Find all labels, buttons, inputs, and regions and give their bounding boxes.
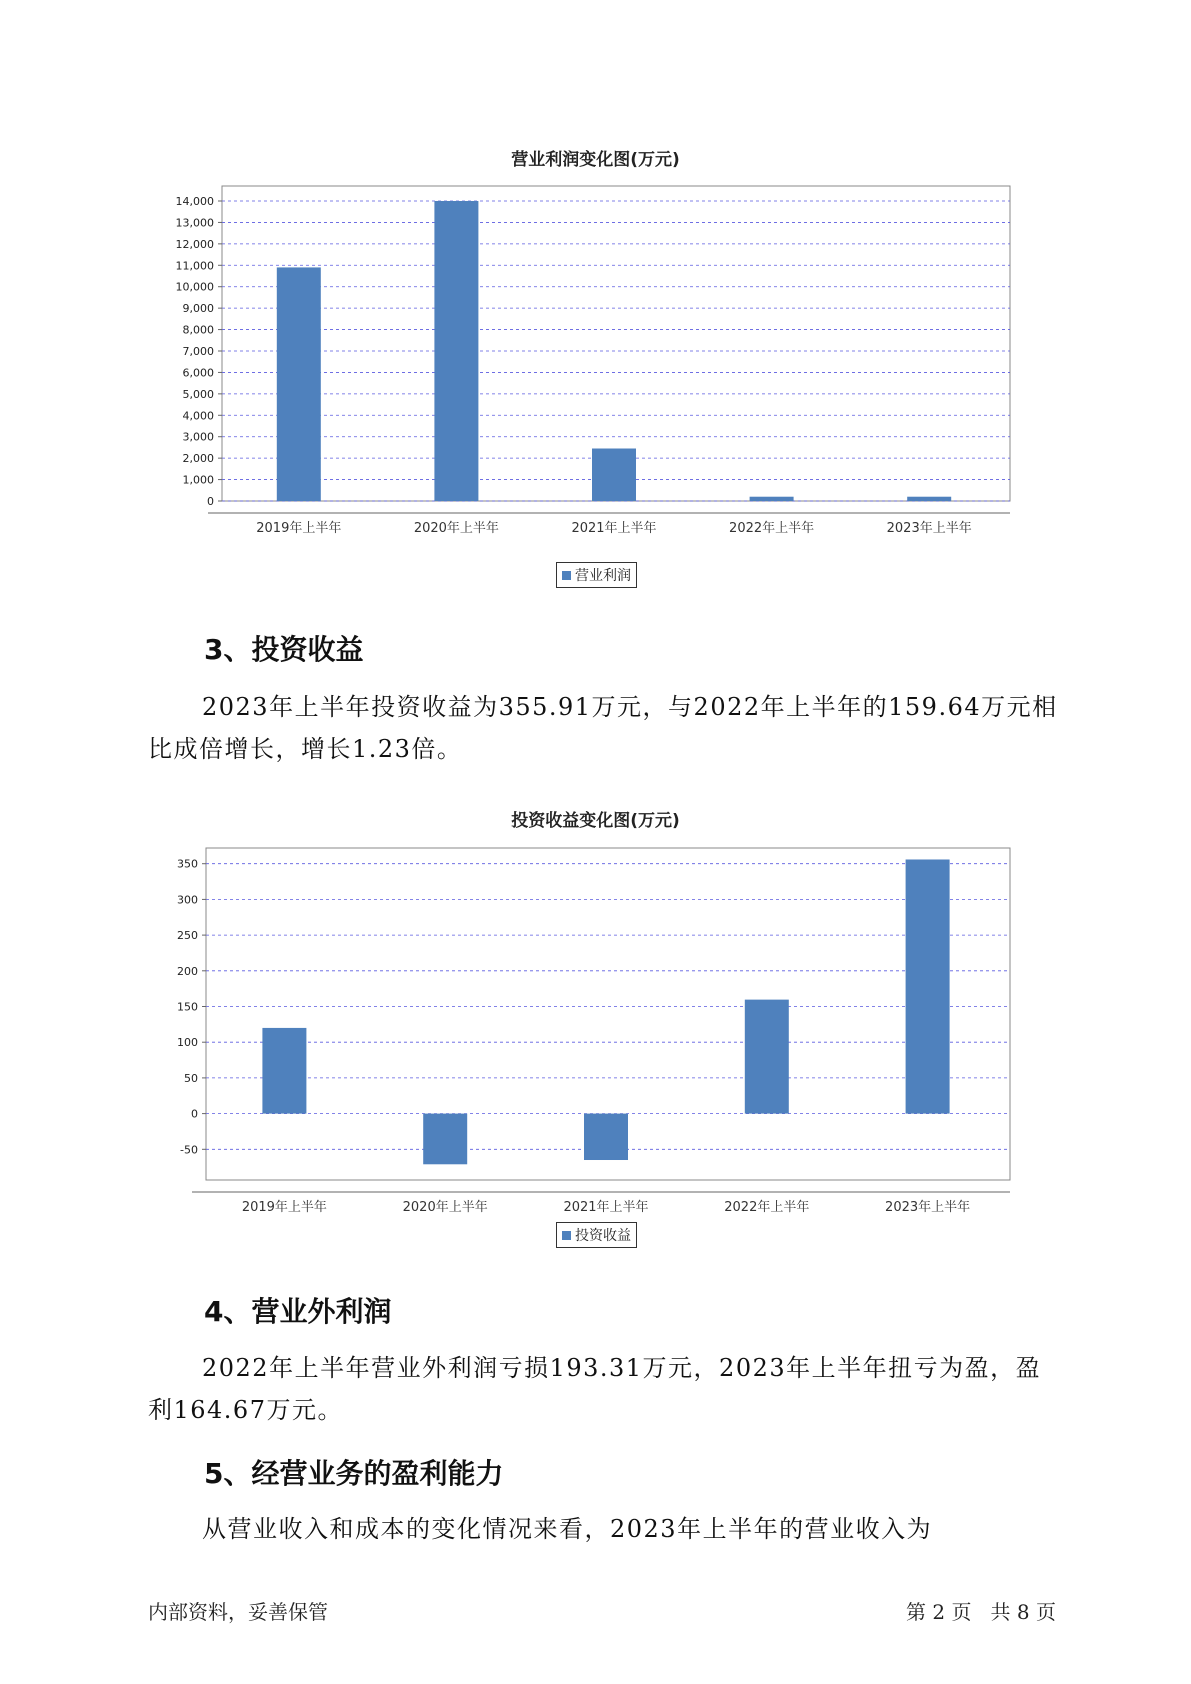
section5-paragraph: 从营业收入和成本的变化情况来看，2023年上半年的营业收入为 <box>202 1515 933 1543</box>
chart1-y-tick-label: 10,000 <box>175 280 214 294</box>
chart2-y-tick-label: 150 <box>177 1000 198 1014</box>
chart2-title: 投资收益变化图(万元) <box>511 811 680 831</box>
chart2-x-tick-label: 2019年上半年 <box>241 1200 327 1215</box>
legend-swatch <box>562 1231 571 1240</box>
chart1-x-tick-label: 2022年上半年 <box>729 521 815 536</box>
chart1-y-tick-label: 11,000 <box>175 259 214 273</box>
section4-paragraph: 2022年上半年营业外利润亏损193.31万元，2023年上半年扭亏为盈，盈利164.67万元。 <box>148 1354 1042 1424</box>
chart2-x-tick-label: 2023年上半年 <box>885 1200 971 1215</box>
section5-heading: 5、经营业务的盈利能力 <box>204 1457 504 1490</box>
chart1-x-tick-label: 2020年上半年 <box>413 521 499 536</box>
footer-page-number: 第 2 页 共 8 页 <box>906 1600 1056 1624</box>
chart1-y-tick-label: 2,000 <box>182 452 214 466</box>
chart2-x-tick-label: 2021年上半年 <box>563 1200 649 1215</box>
chart2-y-tick-label: 250 <box>177 929 198 943</box>
section4-heading: 4、营业外利润 <box>204 1295 392 1328</box>
chart2-y-tick-label: -50 <box>180 1143 198 1157</box>
chart1-y-tick-label: 13,000 <box>175 216 214 230</box>
chart1-y-tick-label: 1,000 <box>182 473 214 487</box>
chart2-y-tick-label: 50 <box>184 1071 198 1085</box>
chart1-y-tick-label: 14,000 <box>175 195 214 208</box>
chart1-bar <box>907 497 951 501</box>
chart1-bar <box>592 449 636 502</box>
chart1-title: 营业利润变化图(万元) <box>511 150 680 170</box>
footer-confidential-note: 内部资料，妥善保管 <box>148 1600 328 1624</box>
chart1-y-tick-label: 0 <box>207 495 214 508</box>
chart1-y-tick-label: 5,000 <box>182 387 214 401</box>
chart2-bar <box>423 1114 467 1165</box>
chart2-y-tick-label: 200 <box>177 964 198 978</box>
chart1-legend-label: 营业利润 <box>575 568 631 584</box>
chart1-bar <box>277 267 321 501</box>
operating-profit-chart <box>0 165 1191 535</box>
chart1-x-tick-label: 2021年上半年 <box>571 521 657 536</box>
chart2-x-tick-label: 2022年上半年 <box>724 1200 810 1215</box>
chart2-bar <box>745 1000 789 1114</box>
chart2-bar <box>906 859 950 1113</box>
section3-heading: 3、投资收益 <box>204 633 364 666</box>
chart1-legend <box>556 562 637 588</box>
chart1-bar <box>750 497 794 501</box>
legend-swatch <box>562 571 571 580</box>
chart2-y-tick-label: 300 <box>177 893 198 907</box>
chart2-x-tick-label: 2020年上半年 <box>402 1200 488 1215</box>
chart1-y-tick-label: 7,000 <box>182 345 214 358</box>
chart2-y-tick-label: 0 <box>191 1107 198 1121</box>
chart2-bar <box>262 1028 306 1114</box>
chart2-legend-label: 投资收益 <box>575 1228 631 1244</box>
chart1-y-tick-label: 12,000 <box>175 237 214 251</box>
chart1-y-tick-label: 4,000 <box>182 409 214 423</box>
chart2-y-tick-label: 350 <box>177 857 198 871</box>
chart2-y-tick-label: 100 <box>177 1036 198 1050</box>
chart1-y-tick-label: 8,000 <box>182 323 214 337</box>
chart1-y-tick-label: 9,000 <box>182 302 214 316</box>
chart2-bar <box>584 1114 628 1160</box>
chart2-legend <box>556 1222 637 1248</box>
chart1-x-tick-label: 2023年上半年 <box>886 521 972 536</box>
chart1-y-tick-label: 3,000 <box>182 430 214 444</box>
chart1-x-tick-label: 2019年上半年 <box>256 521 342 536</box>
investment-income-chart <box>0 830 1191 1215</box>
chart1-y-tick-label: 6,000 <box>182 366 214 380</box>
chart1-bar <box>434 201 478 501</box>
section3-paragraph: 2023年上半年投资收益为355.91万元，与2022年上半年的159.64万元相比成倍增长，增长1.23倍。 <box>148 693 1058 763</box>
